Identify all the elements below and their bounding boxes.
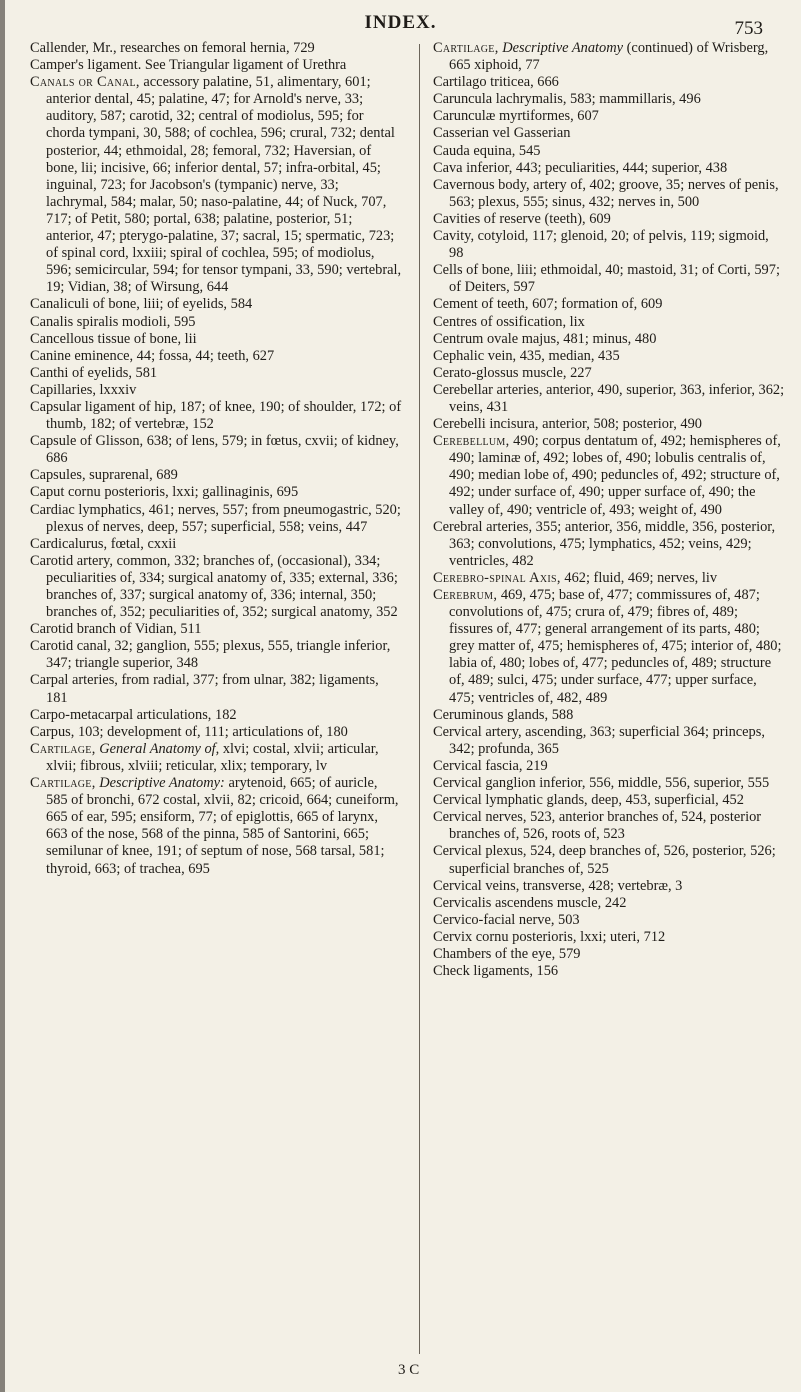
entry-heading: Cartilage, [30, 775, 96, 792]
index-entry [433, 963, 785, 980]
entry-text: Canine eminence, 44; fossa, 44; teeth, 627 [30, 347, 275, 364]
index-entry [433, 912, 785, 929]
index-entry [433, 331, 785, 348]
index-entry [433, 843, 785, 877]
index-entry [433, 946, 785, 963]
entry-text: Cervical ganglion inferior, 556, middle, 556, superior, 555 [433, 775, 770, 792]
index-entry [433, 929, 785, 946]
entry-text: Callender, Mr., researches on femoral hernia, 729 [30, 40, 315, 56]
entry-text: Cement of teeth, 607; formation of, 609 [433, 296, 663, 313]
index-entry [30, 536, 402, 553]
entry-text: Cervical plexus, 524, deep branches of, 526, posterior, 526; superficial branches of, 525 [433, 843, 776, 877]
entry-text: Canaliculi of bone, liii; of eyelids, 584 [30, 296, 253, 313]
index-entry [30, 40, 402, 57]
index-entry [30, 382, 402, 399]
entry-text: Centrum ovale majus, 481; minus, 480 [433, 330, 657, 347]
index-entry [433, 108, 785, 125]
right-column [433, 40, 785, 980]
index-entry [433, 314, 785, 331]
index-entry [433, 878, 785, 895]
entry-text: Cavities of reserve (teeth), 609 [433, 210, 611, 227]
entry-text: Cardiac lymphatics, 461; nerves, 557; from pneumogastric, 520; plexus of nerves, deep, 557; superficial, 558; veins, 447 [30, 501, 401, 535]
index-entry [433, 382, 785, 416]
index-entry [433, 228, 785, 262]
index-entry [433, 74, 785, 91]
index-entry [433, 211, 785, 228]
entry-text: Carunculæ myrtiformes, 607 [433, 108, 599, 125]
entry-text: (continued) of Wrisberg, 665 xiphoid, 77 [449, 40, 769, 74]
entry-text: Cervical artery, ascending, 363; superficial 364; princeps, 342; profunda, 365 [433, 723, 765, 757]
entry-text: 469, 475; base of, 477; commissures of, 487; convolutions of, 475; crura of, 479; fibres of, 489; fissures of, 477; general arrangement of its parts, 480; grey matter of, 475; hemispheres of, 475; interior of, 480; labia of, 480; lobes of, 477; peduncles of, 489; structure of, 489; sulci, 475; under surface, 477; upper surface, 475; ventricles of, 482, 489 [449, 587, 782, 706]
index-entry [30, 74, 402, 296]
entry-text: Camper's ligament. See Triangular ligament of Urethra [30, 57, 347, 74]
index-entry [433, 91, 785, 108]
index-entry [433, 809, 785, 843]
entry-text: accessory palatine, 51, alimentary, 601; anterior dental, 45; palatine, 47; for Arnold's nerve, 33; auditory, 587; carotid, 32; central of modiolus, 595; for chorda tympani, 30, 588; of cochlea, 596; crural, 732; dental posterior, 44; ethmoidal, 28; femoral, 732; Haversian, of bone, lii; incisive, 66; inferior dental, 57; infra-orbital, 45; inguinal, 723; for Jacobson's (tympanic) nerve, 33; lachrymal, 584; malar, 50; naso-palatine, 44; of Nuck, 707, 717; of Petit, 580; portal, 638; palatine, posterior, 51; anterior, 47; pterygo-palatine, 37; sacral, 15; spermatic, 723; of spinal cord, lxxiii; spiral of cochlea, 595; of modiolus, 596; semicircular, 594; for tensor tympani, 33, 590; vertebral, 19; Vidian, 38; of Wirsung, 644 [46, 74, 402, 296]
entry-heading: Cerebellum, [433, 433, 510, 450]
index-entry [433, 707, 785, 724]
entry-text: Caput cornu posterioris, lxxi; gallinaginis, 695 [30, 484, 299, 501]
entry-text: Ceruminous glands, 588 [433, 706, 574, 723]
index-entry [433, 160, 785, 177]
entry-heading: Cartilage, [30, 740, 96, 757]
index-entry [30, 331, 402, 348]
index-entry [433, 724, 785, 758]
index-entry [30, 638, 402, 672]
index-entry [433, 775, 785, 792]
entry-text: Caruncula lachrymalis, 583; mammillaris, 496 [433, 91, 701, 108]
index-entry [30, 672, 402, 706]
entry-text: Cerebellar arteries, anterior, 490, superior, 363, inferior, 362; veins, 431 [433, 381, 785, 415]
entry-text: Cervical veins, transverse, 428; vertebræ, 3 [433, 877, 683, 894]
entry-text: Carpo-metacarpal articulations, 182 [30, 706, 237, 723]
index-entry [30, 621, 402, 638]
entry-text: Cerebral arteries, 355; anterior, 356, middle, 356, posterior, 363; convolutions, 475; lymphatics, 452; veins, 429; ventricles, 482 [433, 518, 776, 569]
entry-text: Canthi of eyelids, 581 [30, 364, 158, 381]
entry-text: Cervical lymphatic glands, deep, 453, superficial, 452 [433, 792, 744, 809]
entry-text: Cartilago triticea, 666 [433, 74, 559, 91]
index-entry [30, 365, 402, 382]
entry-text: Cells of bone, liii; ethmoidal, 40; mastoid, 31; of Corti, 597; of Deiters, 597 [433, 262, 780, 296]
index-entry [433, 416, 785, 433]
index-entry [433, 177, 785, 211]
entry-text: Cervicalis ascendens muscle, 242 [433, 894, 627, 911]
entry-subheading: Descriptive Anatomy [502, 40, 624, 56]
index-entry [30, 433, 402, 467]
entry-text: arytenoid, 665; of auricle, 585 of bronchi, 672 costal, xlvii, 82; cricoid, 664; cuneiform, 665 of ear, 595; ensiform, 77; of epiglottis, 665 of larynx, 663 of the nose, 568 of the pinna, 585 of Santorini, 665; semilunar of knee, 191; of septum of nose, 568 tarsal, 581; thyroid, 663; of trachea, 695 [46, 775, 399, 877]
entry-subheading: General Anatomy of, [99, 740, 220, 757]
index-entry [30, 296, 402, 313]
index-entry [30, 314, 402, 331]
index-entry [433, 519, 785, 570]
page-header [0, 8, 801, 38]
index-entry [433, 143, 785, 160]
entry-heading: Cerebro-spinal Axis, [433, 569, 561, 586]
entry-heading: Cartilage, [433, 40, 499, 56]
entry-text: Capsules, suprarenal, 689 [30, 467, 178, 484]
index-entry [433, 365, 785, 382]
entry-text: Carotid artery, common, 332; branches of, (occasional), 334; peculiarities of, 334; surgical anatomy of, 335; external, 336; branches of, 337; surgical anatomy of, 336; internal, 350; branches of, 352; peculiarities of, 352; surgical anatomy, 352 [30, 552, 398, 621]
entry-text: Cauda equina, 545 [433, 142, 541, 159]
index-entry [30, 502, 402, 536]
entry-text: Cervical nerves, 523, anterior branches of, 524, posterior branches of, 526, roots of, 523 [433, 809, 762, 843]
index-entry [433, 433, 785, 518]
entry-text: Cardicalurus, fœtal, cxxii [30, 535, 177, 552]
entry-heading: Canals or Canal, [30, 74, 140, 91]
entry-text: Canalis spiralis modioli, 595 [30, 313, 196, 330]
signature-mark: 3 C [398, 1362, 420, 1378]
entry-text: Capillaries, lxxxiv [30, 381, 137, 398]
entry-text: Carotid canal, 32; ganglion, 555; plexus, 555, triangle inferior, 347; triangle superior, 348 [30, 638, 391, 672]
entry-text: Centres of ossification, lix [433, 313, 585, 330]
entry-text: Cava inferior, 443; peculiarities, 444; superior, 438 [433, 159, 728, 176]
entry-text: Check ligaments, 156 [433, 963, 559, 980]
index-entry [30, 724, 402, 741]
entry-text: Capsular ligament of hip, 187; of knee, 190; of shoulder, 172; of thumb, 182; of vertebræ, 152 [30, 398, 402, 433]
entry-text: Cephalic vein, 435, median, 435 [433, 347, 620, 364]
entry-text: Cervix cornu posterioris, lxxi; uteri, 712 [433, 928, 666, 945]
index-entry [433, 296, 785, 313]
index-entry [30, 741, 402, 775]
entry-text: Cavernous body, artery of, 402; groove, 35; nerves of penis, 563; plexus, 555; sinus, 432; nerves in, 500 [433, 176, 779, 210]
index-entry [30, 348, 402, 365]
index-entry [433, 262, 785, 296]
entry-text: Cancellous tissue of bone, lii [30, 330, 197, 347]
index-entry [433, 587, 785, 707]
index-entry [433, 125, 785, 142]
entry-text: Carotid branch of Vidian, 511 [30, 621, 202, 638]
entry-heading: Cerebrum, [433, 587, 498, 603]
binding-edge-shadow [0, 0, 5, 1392]
index-entry [30, 467, 402, 484]
entry-text: Cavity, cotyloid, 117; glenoid, 20; of pelvis, 119; sigmoid, 98 [433, 228, 769, 262]
index-entry [433, 570, 785, 587]
entry-text: Capsule of Glisson, 638; of lens, 579; in fœtus, cxvii; of kidney, 686 [30, 433, 399, 467]
entry-text: Carpal arteries, from radial, 377; from ulnar, 382; ligaments, 181 [30, 672, 379, 706]
left-column [30, 40, 402, 878]
index-entry [433, 40, 785, 74]
running-title: INDEX. [364, 12, 437, 33]
index-entry [30, 57, 402, 74]
entry-text: Cerato-glossus muscle, 227 [433, 364, 592, 381]
entry-subheading: Descriptive Anatomy: [99, 775, 225, 792]
entry-text: Casserian vel Gasserian [433, 125, 571, 142]
entry-text: Cervico-facial nerve, 503 [433, 911, 580, 928]
column-divider [419, 44, 420, 1354]
index-entry [433, 348, 785, 365]
index-entry [30, 553, 402, 621]
index-entry [30, 484, 402, 501]
entry-text: Chambers of the eye, 579 [433, 945, 581, 962]
index-entry [30, 707, 402, 724]
entry-text: 462; fluid, 469; nerves, liv [564, 569, 718, 586]
index-entry [30, 399, 402, 433]
entry-text: 490; corpus dentatum of, 492; hemispheres of, 490; laminæ of, 492; lobes of, 490; lobulis centralis of, 490; median lobe of, 490; peduncles of, 492; structure of, 492; under surface of, 490; upper surface of, 490; the valley of, 490; ventricle of, 493; weight of, 490 [449, 433, 781, 518]
index-entry [433, 895, 785, 912]
index-entry [433, 792, 785, 809]
index-entry [30, 775, 402, 878]
entry-text: xlvi; costal, xlvii; articular, xlvii; fibrous, xlviii; reticular, xlix; temporary, lv [46, 740, 379, 774]
entry-text: Cervical fascia, 219 [433, 757, 548, 774]
entry-text: Cerebelli incisura, anterior, 508; posterior, 490 [433, 416, 702, 433]
entry-text: Carpus, 103; development of, 111; articulations of, 180 [30, 723, 348, 740]
index-entry [433, 758, 785, 775]
page-number: 753 [734, 18, 763, 39]
